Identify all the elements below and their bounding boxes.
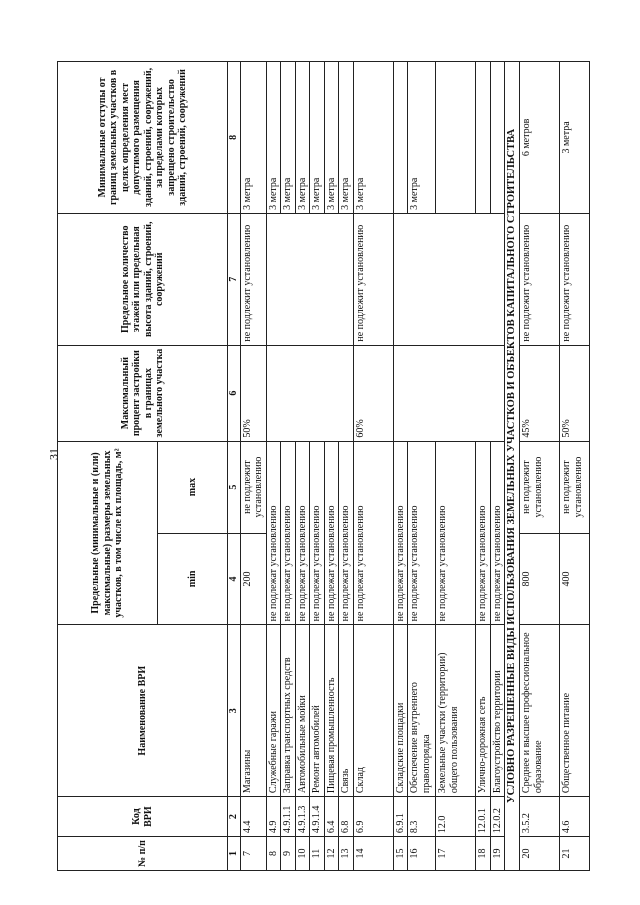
col-number: 6	[228, 345, 241, 441]
row-setback-empty	[393, 62, 408, 214]
row-setback: 3 метра	[295, 62, 310, 214]
section-row	[505, 62, 520, 871]
row-minmax: не подлежат установлению	[281, 441, 296, 625]
row-minmax: не подлежат установлению	[476, 441, 491, 625]
row-name: Среднее и высшее профессиональное образование	[520, 625, 560, 797]
row-minmax: не подлежат установлению	[266, 441, 281, 625]
header-code: Код ВРИ	[58, 797, 228, 837]
row-name: Служебные гаражи	[266, 625, 281, 797]
row-percent: 45%	[520, 345, 560, 441]
row-setback: 3 метра	[408, 62, 436, 214]
row-minmax: не подлежат установлению	[324, 441, 339, 625]
row-percent: 60%	[353, 345, 393, 441]
rotated-page	[57, 61, 584, 871]
table-row	[436, 62, 476, 871]
table-row	[310, 62, 325, 871]
header-row	[58, 62, 158, 871]
row-name: Заправка транспортных средств	[281, 625, 296, 797]
row-name: Благоустройство территории	[490, 625, 505, 797]
row-minmax: не подлежат установлению	[490, 441, 505, 625]
row-floors-empty	[393, 213, 505, 345]
row-percent-empty	[393, 345, 505, 441]
col-number: 8	[228, 62, 241, 214]
col-number: 1	[228, 837, 241, 871]
row-code: 4.9.1.1	[281, 797, 296, 837]
row-name: Складские площадки	[393, 625, 408, 797]
row-num: 11	[310, 837, 325, 871]
row-minmax: не подлежат установлению	[295, 441, 310, 625]
row-code: 8.3	[408, 797, 436, 837]
row-code: 4.6	[560, 797, 590, 837]
row-name: Улично-дорожная сеть	[476, 625, 491, 797]
row-min: 400	[560, 533, 590, 625]
row-minmax: не подлежат установлению	[393, 441, 408, 625]
row-setback-empty	[476, 62, 491, 214]
row-setback-empty	[436, 62, 476, 214]
table-row	[490, 62, 505, 871]
row-code: 6.9	[353, 797, 393, 837]
row-code: 4.9.1.4	[310, 797, 325, 837]
row-name: Связь	[339, 625, 354, 797]
row-num: 20	[520, 837, 560, 871]
row-code: 6.9.1	[393, 797, 408, 837]
row-max: не подлежит установлению	[520, 441, 560, 533]
row-code: 6.8	[339, 797, 354, 837]
row-percent-empty	[266, 345, 353, 441]
row-setback: 3 метра	[353, 62, 393, 214]
header-size	[58, 441, 158, 625]
row-min: 800	[520, 533, 560, 625]
table-row	[408, 62, 436, 871]
row-name: Обеспечение внутреннего правопорядка	[408, 625, 436, 797]
row-num: 9	[281, 837, 296, 871]
row-minmax: не подлежат установлению	[353, 441, 393, 625]
row-percent: 50%	[560, 345, 590, 441]
row-minmax: не подлежат установлению	[408, 441, 436, 625]
row-floors: не подлежит установлению	[560, 213, 590, 345]
row-num: 7	[240, 837, 266, 871]
table-row	[353, 62, 393, 871]
row-num: 10	[295, 837, 310, 871]
table-row	[295, 62, 310, 871]
table-row	[476, 62, 491, 871]
row-num: 8	[266, 837, 281, 871]
row-name: Ремонт автомобилей	[310, 625, 325, 797]
row-setback: 3 метра	[560, 62, 590, 214]
row-name: Земельные участки (территории) общего пользования	[436, 625, 476, 797]
row-num: 19	[490, 837, 505, 871]
table-row	[324, 62, 339, 871]
row-num: 18	[476, 837, 491, 871]
col-number: 2	[228, 797, 241, 837]
row-min: 200	[240, 533, 266, 625]
header-name: Наименование ВРИ	[58, 625, 228, 797]
header-floors: Предельное количество этажей или предельная высота зданий, строений, сооружений	[58, 213, 228, 345]
row-num: 21	[560, 837, 590, 871]
section-title: УСЛОВНО РАЗРЕШЕННЫЕ ВИДЫ ИСПОЛЬЗОВАНИЯ ЗЕМЕЛЬНЫХ УЧАСТКОВ И ОБЪЕКТОВ КАПИТАЛЬНОГО СТРОИТЕЛЬСТВА	[505, 62, 520, 871]
row-name: Общественное питание	[560, 625, 590, 797]
row-setback: 3 метра	[281, 62, 296, 214]
row-setback-empty	[490, 62, 505, 214]
table-row	[560, 62, 590, 871]
row-num: 17	[436, 837, 476, 871]
row-name: Пищевая промышленность	[324, 625, 339, 797]
header-min: min	[158, 533, 228, 625]
row-setback: 3 метра	[266, 62, 281, 214]
row-code: 4.9	[266, 797, 281, 837]
row-num: 14	[353, 837, 393, 871]
row-num: 15	[393, 837, 408, 871]
column-numbers-row	[228, 62, 241, 871]
row-percent: 50%	[240, 345, 266, 441]
row-num: 13	[339, 837, 354, 871]
row-minmax: не подлежат установлению	[436, 441, 476, 625]
table-row	[240, 62, 266, 871]
header-size-text: Предельные (минимальные и (или) максимальные) размеры земельных участков, в том числе их площадь, м²	[90, 448, 125, 618]
row-floors: не подлежит установлению	[353, 213, 393, 345]
row-setback: 3 метра	[240, 62, 266, 214]
row-minmax: не подлежат установлению	[339, 441, 354, 625]
row-num: 12	[324, 837, 339, 871]
row-code: 12.0.1	[476, 797, 491, 837]
row-setback: 3 метра	[339, 62, 354, 214]
row-code: 12.0.2	[490, 797, 505, 837]
col-number: 5	[228, 441, 241, 533]
row-code: 4.4	[240, 797, 266, 837]
col-number: 4	[228, 533, 241, 625]
row-max: не подлежит установлению	[560, 441, 590, 533]
table-row	[520, 62, 560, 871]
row-setback: 3 метра	[310, 62, 325, 214]
row-code: 6.4	[324, 797, 339, 837]
row-setback: 3 метра	[324, 62, 339, 214]
page-number: 31	[46, 448, 61, 460]
col-number: 3	[228, 625, 241, 797]
row-floors: не подлежит установлению	[520, 213, 560, 345]
header-num: № п/п	[58, 837, 228, 871]
row-floors-empty	[266, 213, 353, 345]
zoning-table	[57, 61, 590, 871]
col-number: 7	[228, 213, 241, 345]
table-row	[266, 62, 281, 871]
row-name: Автомобильные мойки	[295, 625, 310, 797]
table-row	[339, 62, 354, 871]
row-name: Магазины	[240, 625, 266, 797]
table-row	[281, 62, 296, 871]
header-percent: Максимальный процент застройки в границах земельного участка	[58, 345, 228, 441]
row-floors: не подлежит установлению	[240, 213, 266, 345]
row-name: Склад	[353, 625, 393, 797]
row-code: 12.0	[436, 797, 476, 837]
table-row	[393, 62, 408, 871]
row-max: не подлежит установлению	[240, 441, 266, 533]
row-num: 16	[408, 837, 436, 871]
row-code: 3.5.2	[520, 797, 560, 837]
row-code: 4.9.1.3	[295, 797, 310, 837]
row-minmax: не подлежат установлению	[310, 441, 325, 625]
row-setback: 6 метров	[520, 62, 560, 214]
header-setback: Минимальные отступы от границ земельных участков в целях определения мест допустимого размещения зданий, строений, сооружений, за пределами которых запрещено строительство зданий, строений, сооружений	[58, 62, 228, 214]
header-max: max	[158, 441, 228, 533]
